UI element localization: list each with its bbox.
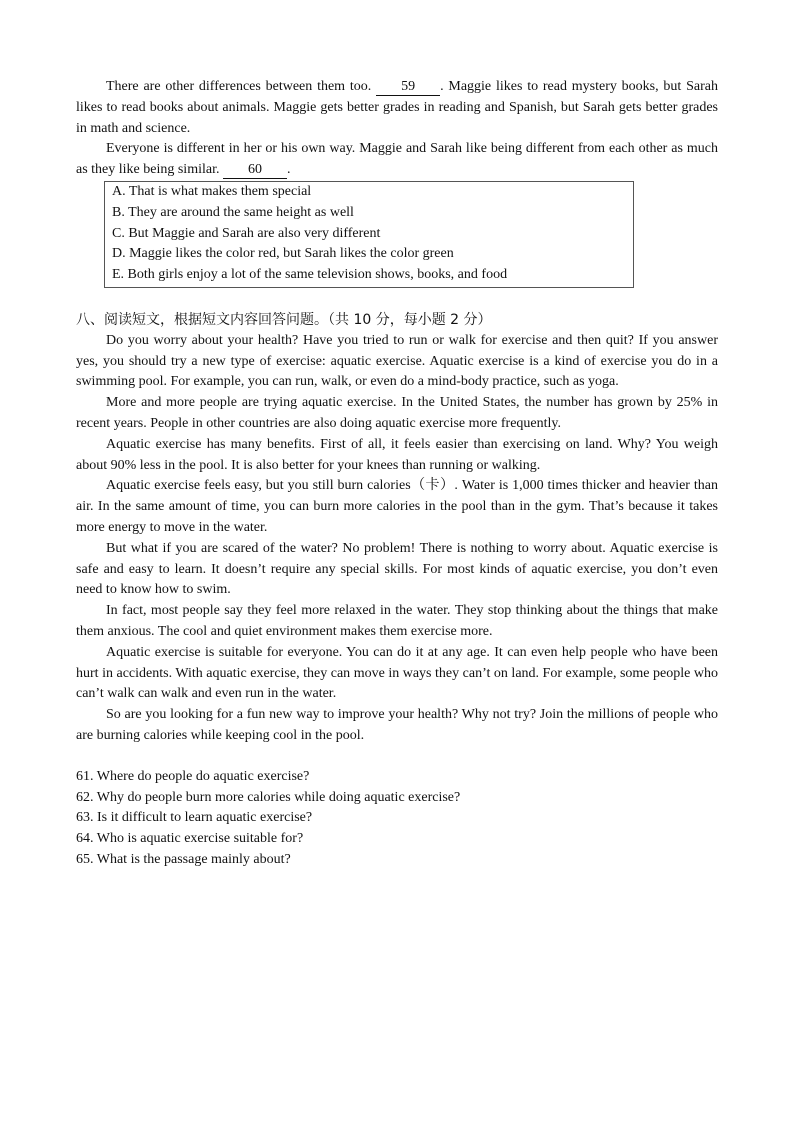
cloze-paragraph-1 — [76, 77, 718, 139]
option-c: C. But Maggie and Sarah are also very different — [112, 225, 381, 241]
reading-paragraph: In fact, most people say they feel more relaxed in the water. They stop thinking about the things that make them anxious. The cool and quiet environment makes them exercise more. — [76, 603, 718, 639]
option-e: E. Both girls enjoy a lot of the same television shows, books, and food — [112, 267, 508, 283]
worksheet-page — [76, 77, 718, 871]
question-61: 61. Where do people do aquatic exercise? — [76, 768, 310, 784]
reading-paragraph: Aquatic exercise has many benefits. First of all, it feels easier than exercising on land. Why? You weigh about 90% less in the pool. It is also better for your knees than running or walking. — [76, 436, 718, 473]
option-b: B. They are around the same height as well — [112, 204, 354, 220]
question-65: 65. What is the passage mainly about? — [76, 851, 291, 867]
option-d: D. Maggie likes the color red, but Sarah likes the color green — [112, 246, 454, 262]
section-title: 八、阅读短文，根据短文内容回答问题。（共 10 分，每小题 2 分） — [76, 311, 492, 328]
question-63: 63. Is it difficult to learn aquatic exercise? — [76, 810, 313, 826]
cloze-text: There are other differences between them too. — [106, 79, 377, 94]
cloze-paragraph-2 — [76, 139, 718, 181]
cloze-text: Everyone is different in her or his own way. Maggie and Sarah like being different from each other as much as they like being similar. — [76, 141, 718, 178]
question-list — [76, 767, 718, 871]
reading-paragraph: Aquatic exercise is suitable for everyone. You can do it at any age. It can even help people who have been hurt in accidents. With aquatic exercise, they can move in ways they can’t on land. For example, some people who can’t walk can walk and even run in the water. — [76, 644, 718, 702]
cloze-text: . — [286, 162, 291, 178]
reading-paragraph: Aquatic exercise feels easy, but you still burn calories（卡）. Water is 1,000 times thicker and heavier than air. In the same amount of time, you can burn more calories in the pool than in the gym. That’s because it takes more energy to move in the water. — [76, 478, 718, 535]
reading-paragraph: But what if you are scared of the water? No problem! There is nothing to worry about. Aquatic exercise is safe and easy to learn. It doesn’t require any special skills. For most kinds of aquatic exercise, you don’t even need to know how to swim. — [76, 540, 718, 598]
reading-paragraph: So are you looking for a fun new way to improve your health? Why not try? Join the millions of people who are burning calories while keeping cool in the pool. — [76, 707, 718, 743]
cloze-text: . Maggie likes to read mystery books, but Sarah likes to read books about animals. Maggie gets better grades in reading and Spanish, but Sarah gets better grades in math and science. — [76, 79, 718, 136]
question-62: 62. Why do people burn more calories while doing aquatic exercise? — [76, 789, 461, 805]
reading-paragraph: Do you worry about your health? Have you tried to run or walk for exercise and then quit? If you answer yes, you should try a new type of exercise: aquatic exercise. Aquatic exercise is a kind of exercise you do in a swimming pool. For example, you can run, walk, or even do a mind-body practice, such as yoga. — [76, 332, 718, 390]
blank-60: 60 — [223, 162, 287, 179]
option-a: A. That is what makes them special — [112, 183, 312, 199]
reading-paragraph: More and more people are trying aquatic exercise. In the United States, the number has grown by 25% in recent years. People in other countries are also doing aquatic exercise more frequently. — [76, 395, 718, 431]
question-64: 64. Who is aquatic exercise suitable for? — [76, 831, 304, 847]
options-box — [104, 181, 634, 288]
blank-59: 59 — [376, 79, 440, 96]
